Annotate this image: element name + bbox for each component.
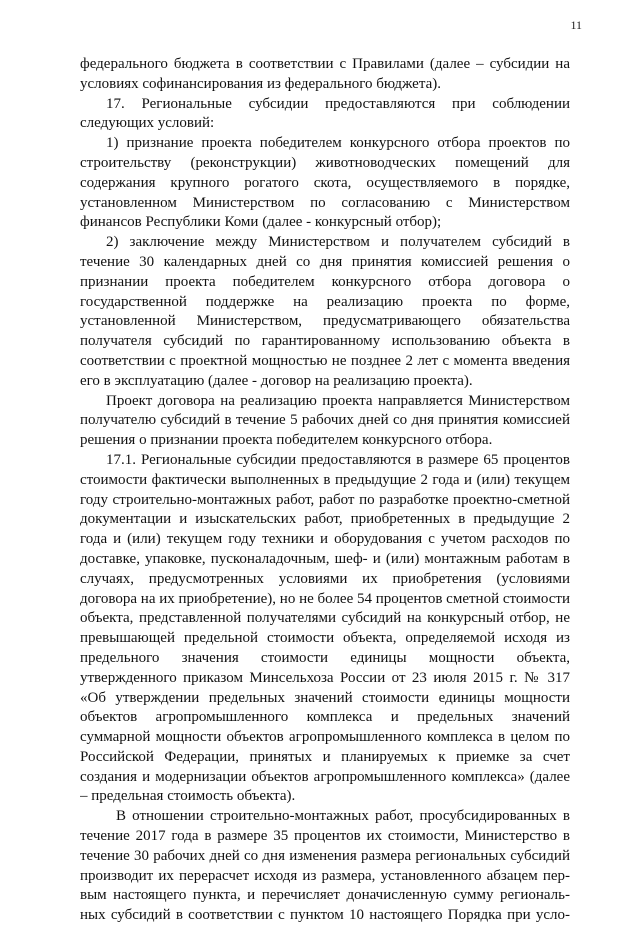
text-line: получателя субсидий по гарантированному использованию объекта в bbox=[80, 333, 570, 350]
text-line: – предельная стоимость объекта). bbox=[80, 788, 296, 805]
text-line: производит их перерасчет исходя из размера, установленного абзацем пер- bbox=[80, 867, 570, 884]
text-line: признании проекта победителем конкурсного отбора договора о bbox=[80, 273, 570, 290]
text-line: течение 30 календарных дней со дня принятия комиссией решения о bbox=[80, 253, 570, 270]
text-line: течение 2017 года в размере 35 процентов их стоимости, Министерство в bbox=[80, 828, 570, 845]
text-line: следующих условий: bbox=[80, 115, 215, 132]
text-line: решения о признании проекта победителем конкурсного отбора. bbox=[80, 432, 493, 449]
text-line: ных субсидий в соответствии с пунктом 10 настоящего Порядка при усло- bbox=[80, 907, 570, 924]
text-line: предельного значения стоимости единицы мощности объекта, bbox=[80, 649, 570, 666]
text-line: году строительно-монтажных работ, работ по разработке проектно-сметной bbox=[80, 491, 570, 508]
page-number: 11 bbox=[570, 18, 582, 32]
text-line: стоимости фактически выполненных в предыдущие 2 года и (или) текущем bbox=[80, 471, 570, 488]
text-line: 17. Региональные субсидии предоставляются при соблюдении bbox=[106, 95, 570, 112]
text-line: вым настоящего пункта, и перечисляет доначисленную сумму региональ- bbox=[80, 887, 570, 904]
text-line: установленной Министерством, предусматривающего обязательства bbox=[80, 313, 570, 330]
text-line: Проект договора на реализацию проекта направляется Министерством bbox=[106, 392, 570, 409]
document-body bbox=[80, 55, 570, 926]
text-line: «Об утверждении предельных значений стоимости единицы мощности bbox=[80, 689, 570, 706]
text-line: объекта, представленной получателями субсидий на конкурсный отбор, не bbox=[80, 610, 570, 627]
text-line: объектов агропромышленного комплекса и предельных значений bbox=[80, 709, 570, 726]
text-line: 17.1. Региональные субсидии предоставляются в размере 65 процентов bbox=[106, 451, 570, 468]
text-line: утвержденного приказом Минсельхоза России от 23 июля 2015 г. № 317 bbox=[80, 669, 570, 686]
text-line: его в эксплуатацию (далее - договор на реализацию проекта). bbox=[80, 372, 473, 389]
text-line: Российской Федерации, принятых и планируемых к приемке за счет bbox=[80, 748, 570, 765]
text-line: соответствии с проектной мощностью не позднее 2 лет с момента введения bbox=[80, 352, 570, 369]
text-line: 2) заключение между Министерством и получателем субсидий в bbox=[106, 234, 570, 251]
text-line: содержания крупного рогатого скота, осуществляемого в порядке, bbox=[80, 174, 570, 191]
text-line: договора на их приобретение), но не более 54 процентов сметной стоимости bbox=[80, 590, 570, 607]
text-line: создания и модернизации объектов агропромышленного комплекса» (далее bbox=[80, 768, 570, 785]
text-line: случаях, предусмотренных условиями их приобретения (условиями bbox=[80, 570, 570, 587]
text-line: доставке, упаковке, пусконаладочным, шеф- и (или) монтажным работам в bbox=[80, 550, 570, 567]
text-line: федерального бюджета в соответствии с Правилами (далее – субсидии на bbox=[80, 56, 570, 72]
text-line: превышающей предельной стоимости объекта, определяемой исходя из bbox=[80, 630, 570, 647]
text-line: 1) признание проекта победителем конкурсного отбора проектов по bbox=[106, 135, 570, 152]
text-line: условиях софинансирования из федерального бюджета). bbox=[80, 75, 441, 92]
text-line: государственной поддержке на реализацию проекта по форме, bbox=[80, 293, 570, 310]
text-line: течение 30 рабочих дней со дня изменения размера региональных субсидий bbox=[80, 847, 570, 864]
text-line: установленном Министерством по согласованию с Министерством bbox=[80, 194, 570, 211]
text-line: документации и изыскательских работ, приобретенных в предыдущие 2 bbox=[80, 511, 570, 528]
text-line: финансов Республики Коми (далее - конкурсный отбор); bbox=[80, 214, 442, 231]
text-line: года и (или) текущем году техники и оборудования с учетом расходов по bbox=[80, 531, 570, 548]
text-line: суммарной мощности объектов агропромышленного комплекса в целом по bbox=[80, 729, 570, 746]
text-line: строительству (реконструкции) животноводческих помещений для bbox=[80, 154, 570, 171]
text-line: В отношении строительно-монтажных работ, просубсидированных в bbox=[116, 808, 570, 825]
text-line: получателю субсидий в течение 5 рабочих дней со дня принятия комиссией bbox=[80, 412, 570, 429]
